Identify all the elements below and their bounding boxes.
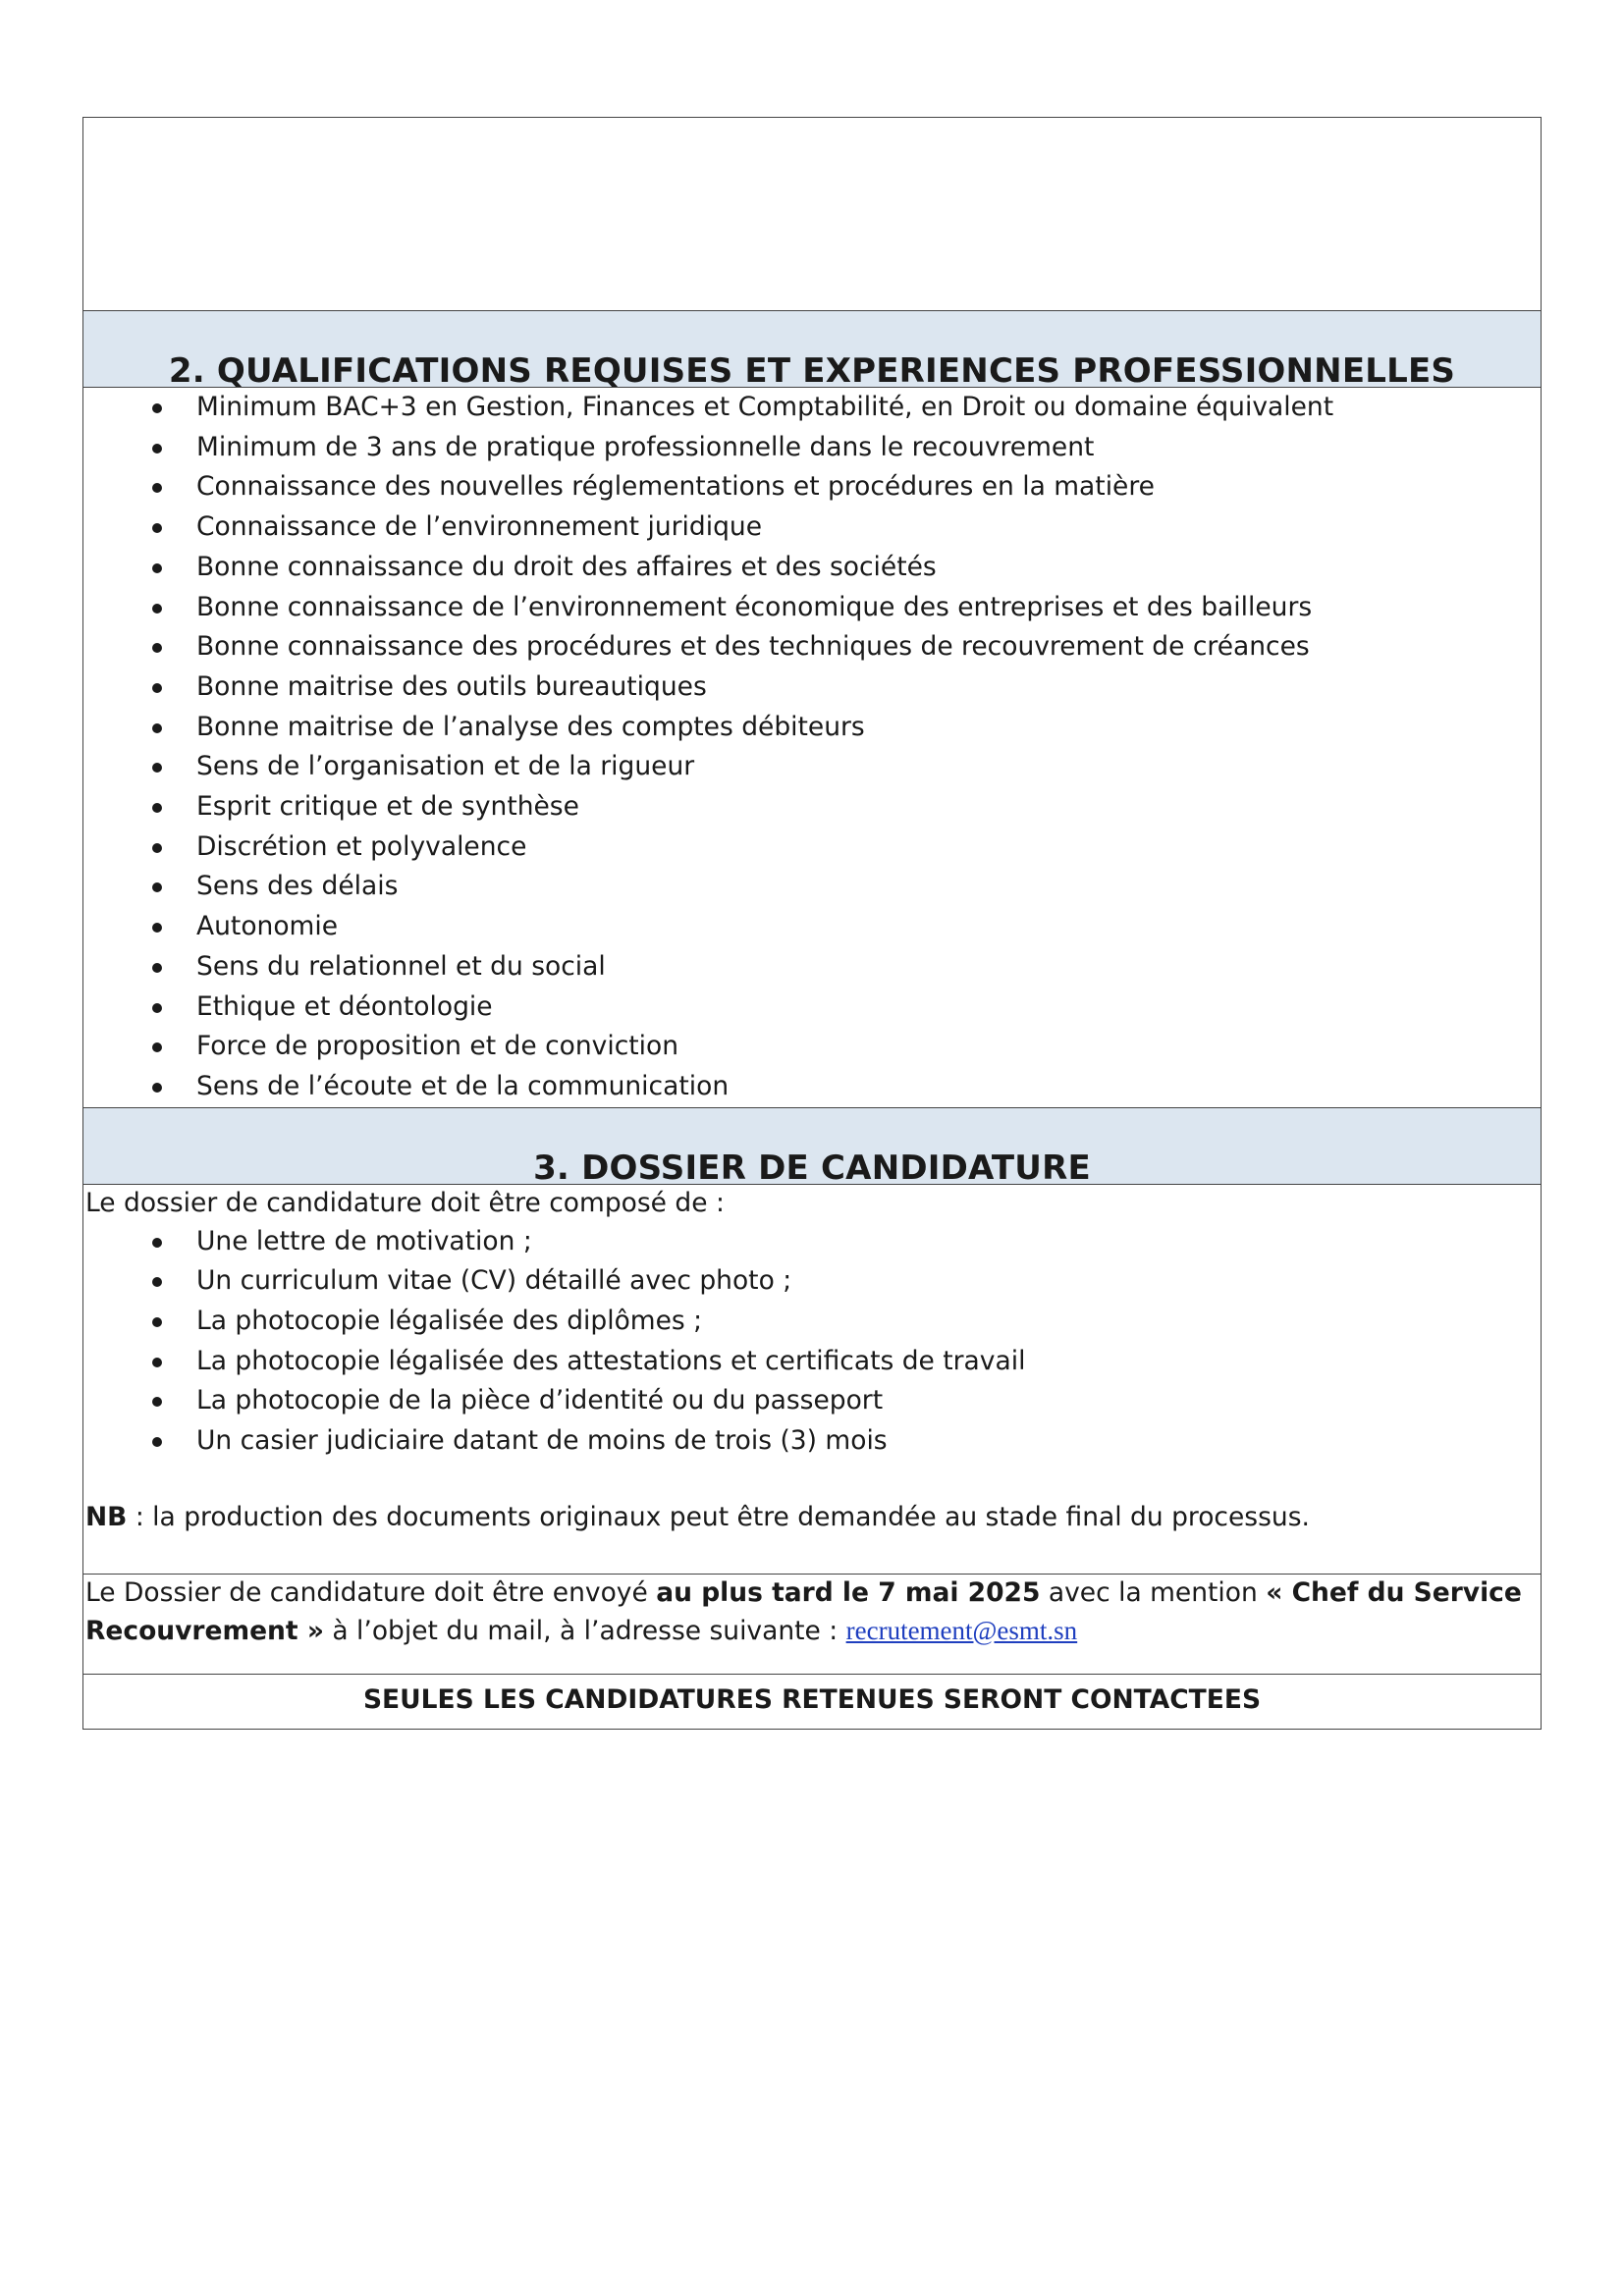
qualification-item: Discrétion et polyvalence [83, 828, 1541, 868]
qualification-item: Bonne connaissance des procédures et des techniques de recouvrement de créances [83, 627, 1541, 667]
qualifications-cell [83, 388, 1542, 1108]
nb-text: : la production des documents originaux peut être demandée au stade final du processus. [127, 1501, 1310, 1532]
qualification-item: Ethique et déontologie [83, 988, 1541, 1028]
section-2-header [83, 311, 1542, 391]
nb-label: NB [85, 1501, 128, 1532]
qualification-item: Bonne connaissance de l’environnement économique des entreprises et des bailleurs [83, 588, 1541, 628]
qualification-item: Sens de l’organisation et de la rigueur [83, 747, 1541, 787]
dossier-item: Une lettre de motivation ; [83, 1222, 1541, 1262]
qualification-item: Minimum BAC+3 en Gestion, Finances et Comptabilité, en Droit ou domaine équivalent [83, 388, 1541, 428]
blank-cell [83, 118, 1542, 311]
qualification-item: Bonne maitrise de l’analyse des comptes débiteurs [83, 708, 1541, 748]
submission-text-2: avec la mention [1040, 1576, 1267, 1608]
dossier-list [83, 1222, 1541, 1462]
qualification-item: Connaissance des nouvelles réglementations et procédures en la matière [83, 467, 1541, 507]
dossier-cell [83, 1184, 1542, 1574]
qualification-item: Force de proposition et de conviction [83, 1027, 1541, 1067]
section-3-title: 3. DOSSIER DE CANDIDATURE [533, 1148, 1091, 1188]
section-3-header [83, 1107, 1542, 1188]
qualifications-list [83, 388, 1541, 1107]
submission-deadline: au plus tard le 7 mai 2025 [656, 1576, 1041, 1608]
qualification-item: Autonomie [83, 907, 1541, 947]
submission-text-3: à l’objet du mail, à l’adresse suivante : [323, 1615, 846, 1646]
qualification-item: Minimum de 3 ans de pratique professionnelle dans le recouvrement [83, 428, 1541, 468]
dossier-item: La photocopie légalisée des attestations et certificats de travail [83, 1342, 1541, 1382]
qualification-item: Esprit critique et de synthèse [83, 787, 1541, 828]
qualification-item: Connaissance de l’environnement juridique [83, 507, 1541, 548]
dossier-item: Un casier judiciaire datant de moins de trois (3) mois [83, 1421, 1541, 1462]
qualification-item: Sens du relationnel et du social [83, 947, 1541, 988]
recruitment-table [82, 117, 1542, 1730]
qualification-item: Sens des délais [83, 867, 1541, 907]
qualification-item: Bonne connaissance du droit des affaires et des sociétés [83, 548, 1541, 588]
qualification-item: Bonne maitrise des outils bureautiques [83, 667, 1541, 708]
dossier-item: La photocopie légalisée des diplômes ; [83, 1302, 1541, 1342]
document-page [82, 117, 1542, 1730]
dossier-item: La photocopie de la pièce d’identité ou du passeport [83, 1381, 1541, 1421]
qualification-item: Sens de l’écoute et de la communication [83, 1067, 1541, 1107]
submission-cell [83, 1574, 1542, 1674]
email-link[interactable]: recrutement@esmt.sn [845, 1615, 1078, 1645]
closing-notice: SEULES LES CANDIDATURES RETENUES SERONT CONTACTEES [83, 1674, 1542, 1729]
dossier-item: Un curriculum vitae (CV) détaillé avec photo ; [83, 1261, 1541, 1302]
nb-note [83, 1499, 1541, 1574]
section-2-title: 2. QUALIFICATIONS REQUISES ET EXPERIENCES PROFESSIONNELLES [168, 351, 1456, 391]
submission-text-1: Le Dossier de candidature doit être envoyé [85, 1576, 657, 1608]
dossier-intro: Le dossier de candidature doit être composé de : [85, 1187, 725, 1218]
submission-mention: « Chef du Service Recouvrement » [85, 1576, 1522, 1646]
submission-paragraph [83, 1575, 1541, 1674]
